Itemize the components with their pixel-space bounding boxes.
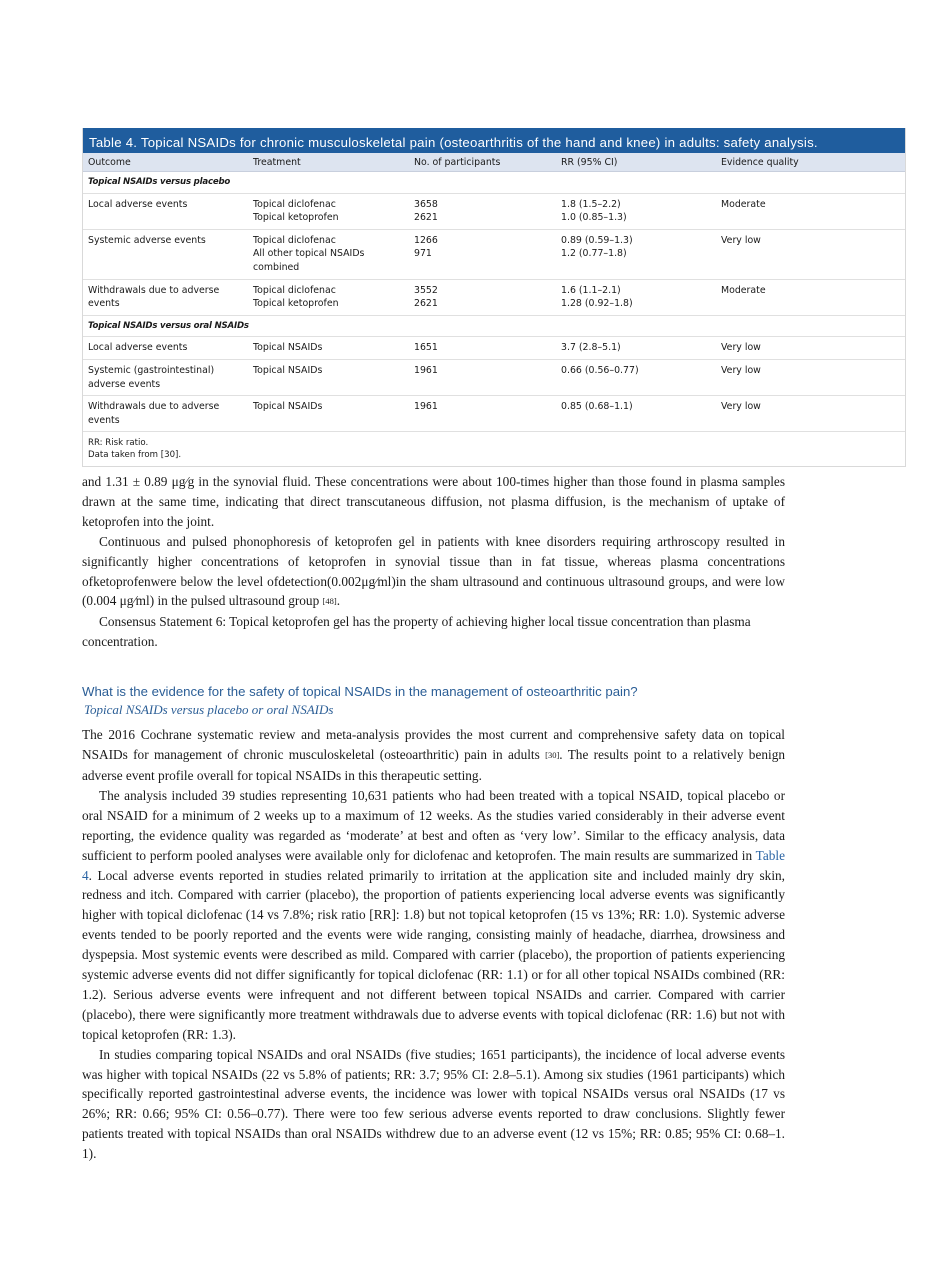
cell-rr: 1.8 (1.5–2.2) 1.0 (0.85–1.3) xyxy=(556,193,716,229)
cell-quality: Very low xyxy=(716,359,905,395)
table-row xyxy=(83,279,905,315)
table-header-row xyxy=(83,153,905,172)
cell-outcome: Local adverse events xyxy=(83,193,248,229)
cell-outcome: Local adverse events xyxy=(83,337,248,360)
cell-outcome: Withdrawals due to adverse events xyxy=(83,279,248,315)
cell-treatment: Topical NSAIDs xyxy=(248,396,409,432)
header-evidence-quality: Evidence quality xyxy=(716,153,905,172)
cell-rr: 0.89 (0.59–1.3) 1.2 (0.77–1.8) xyxy=(556,229,716,279)
section-label-placebo: Topical NSAIDs versus placebo xyxy=(83,172,905,194)
cell-participants: 3658 2621 xyxy=(409,193,556,229)
paragraph: Continuous and pulsed phonophoresis of ketoprofen gel in patients with knee disorders requiring arthroscopy resulted in significantly higher concentrations of ketoprofen in synovial tissue than in fat tissue, whereas plasma concentrations ofketoprofenwere below the level ofdetection(0.002μg⁄ml)in the sham ultrasound and continuous ultrasound groups, and were low (0.004 μg⁄ml) in the pulsed ultrasound group [48]. xyxy=(82,533,785,609)
cell-treatment: Topical NSAIDs xyxy=(248,337,409,360)
section-row xyxy=(83,315,905,337)
header-outcome: Outcome xyxy=(83,153,248,172)
cell-quality: Moderate xyxy=(716,193,905,229)
header-treatment: Treatment xyxy=(248,153,409,172)
cell-participants: 1961 xyxy=(409,359,556,395)
citation-30[interactable]: [30] xyxy=(545,750,560,761)
cell-outcome: Systemic adverse events xyxy=(83,229,248,279)
consensus-statement: Consensus Statement 6: Topical ketoprofen gel has the property of achieving higher local tissue concentration than plasma concentration. xyxy=(82,614,751,650)
table-row xyxy=(83,359,905,395)
table-footnote xyxy=(83,432,905,467)
cell-rr: 1.6 (1.1–2.1) 1.28 (0.92–1.8) xyxy=(556,279,716,315)
table-row xyxy=(83,337,905,360)
citation-48[interactable]: [48] xyxy=(322,596,337,607)
cell-participants: 1961 xyxy=(409,396,556,432)
cell-participants: 1266 971 xyxy=(409,229,556,279)
header-participants: No. of participants xyxy=(409,153,556,172)
cell-treatment: Topical diclofenac Topical ketoprofen xyxy=(248,279,409,315)
cell-quality: Very low xyxy=(716,229,905,279)
cell-outcome: Withdrawals due to adverse events xyxy=(83,396,248,432)
table-grid xyxy=(83,153,905,466)
cell-participants: 3552 2621 xyxy=(409,279,556,315)
footnote-source: Data taken from [30]. xyxy=(88,450,182,461)
subsection-heading: Topical NSAIDs versus placebo or oral NSAIDs xyxy=(84,702,334,718)
section-label-oral: Topical NSAIDs versus oral NSAIDs xyxy=(83,315,905,337)
safety-table xyxy=(82,128,906,467)
paragraph: The analysis included 39 studies representing 10,631 patients who had been treated with a topical NSAID, topical placebo or oral NSAID for a minimum of 2 weeks up to a maximum of 12 weeks. As the studies varied considerably in their adverse event reporting, the evidence quality was regarded as ‘moderate’ at best and often as ‘very low’. Similar to the efficacy analysis, data sufficient to perform pooled analyses were available only for diclofenac and ketoprofen. The main results are summarized in Table 4. Local adverse events reported in studies related primarily to irritation at the application site and included mainly dry skin, redness and itch. Compared with carrier (placebo), the proportion of patients experiencing local adverse events was significantly higher with topical diclofenac (14 vs 7.8%; risk ratio [RR]: 1.8) but not topical ketoprofen (15 vs 13%; RR: 1.0). Systemic adverse events tended to be poorly reported and the events were wide ranging, consisting mainly of headache, diarrhea, drowsiness and dyspepsia. Most systemic events were described as mild. Compared with carrier (placebo), the proportion of patients experiencing systemic adverse events did not differ significantly for topical diclofenac (RR: 1.1) or for all other topical NSAIDs combined (RR: 1.2). Serious adverse events were infrequent and not different between topical NSAIDs and carrier. Compared with carrier (placebo), there were significantly more treatment withdrawals due to adverse events with topical diclofenac (RR: 1.6) but not with topical ketoprofen (RR: 1.3). xyxy=(82,787,785,1042)
cell-participants: 1651 xyxy=(409,337,556,360)
header-rr: RR (95% CI) xyxy=(556,153,716,172)
cell-outcome: Systemic (gastrointestinal) adverse events xyxy=(83,359,248,395)
cell-quality: Moderate xyxy=(716,279,905,315)
table-row xyxy=(83,193,905,229)
footnote-row xyxy=(83,432,905,467)
section-row xyxy=(83,172,905,194)
article-body xyxy=(82,472,785,1164)
cell-treatment: Topical diclofenac All other topical NSAIDs combined xyxy=(248,229,409,279)
table-row xyxy=(83,396,905,432)
paragraph: In studies comparing topical NSAIDs and oral NSAIDs (five studies; 1651 participants), the incidence of local adverse events was higher with topical NSAIDs (22 vs 5.8% of patients; RR: 3.7; 95% CI: 2.8–5.1). Among six studies (1961 participants) which specifically reported gastrointestinal adverse events, the incidence was lower with topical NSAIDs versus oral NSAIDs (17 vs 26%; RR: 0.66; 95% CI: 0.56–0.77). There were too few serious adverse events reported to draw conclusions. Slightly fewer patients treated with topical NSAIDs than oral NSAIDs withdrew due to an adverse event (12 vs 15%; RR: 0.85; 95% CI: 0.68–1. 1). xyxy=(82,1046,785,1162)
cell-treatment: Topical NSAIDs xyxy=(248,359,409,395)
cell-quality: Very low xyxy=(716,337,905,360)
section-heading: What is the evidence for the safety of topical NSAIDs in the management of osteoarthritic pain? xyxy=(82,684,638,700)
table-row xyxy=(83,229,905,279)
cell-rr: 0.66 (0.56–0.77) xyxy=(556,359,716,395)
cell-treatment: Topical diclofenac Topical ketoprofen xyxy=(248,193,409,229)
cell-rr: 3.7 (2.8–5.1) xyxy=(556,337,716,360)
table-title: Table 4. Topical NSAIDs for chronic musculoskeletal pain (osteoarthritis of the hand and knee) in adults: safety analysis. xyxy=(83,128,905,153)
cell-rr: 0.85 (0.68–1.1) xyxy=(556,396,716,432)
paragraph: The 2016 Cochrane systematic review and meta-analysis provides the most current and comprehensive safety data on topical NSAIDs for management of chronic musculoskeletal (osteoarthritic) pain in adults [30]. The results point to a relatively benign adverse event profile overall for topical NSAIDs in this therapeutic setting. xyxy=(82,727,785,783)
footnote-abbreviation: RR: Risk ratio. xyxy=(88,438,149,449)
paragraph: and 1.31 ± 0.89 μg⁄g in the synovial fluid. These concentrations were about 100-times higher than those found in plasma samples drawn at the same time, indicating that direct transcutaneous diffusion, not plasma diffusion, is the mechanism of uptake of ketoprofen into the joint. xyxy=(82,474,785,529)
cell-quality: Very low xyxy=(716,396,905,432)
table-4-link[interactable]: Table 4 xyxy=(82,847,785,883)
